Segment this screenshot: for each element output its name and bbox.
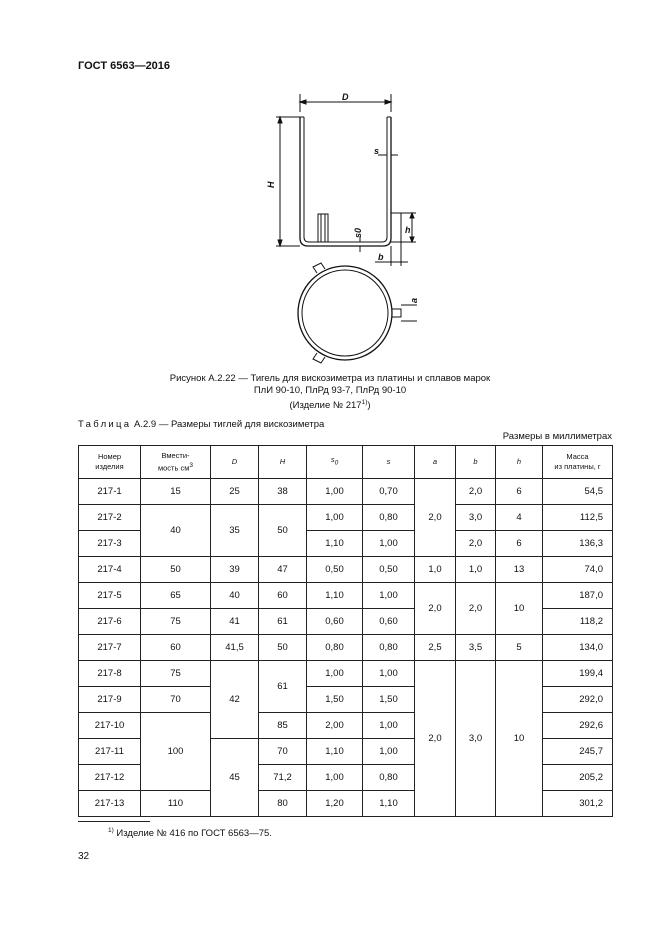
header-D: D xyxy=(211,446,259,479)
caption-line-1: Рисунок А.2.22 — Тигель для вискозиметра из платины и сплавов марок xyxy=(169,373,491,384)
cell-H: 80 xyxy=(259,791,307,817)
cell-mass: 134,0 xyxy=(543,635,613,661)
table-title xyxy=(78,419,324,430)
table-row xyxy=(79,505,613,531)
cell-s0: 1,50 xyxy=(307,687,363,713)
cell-number: 217-9 xyxy=(79,687,141,713)
label-H: H xyxy=(266,181,276,188)
cell-D: 40 xyxy=(211,583,259,609)
cell-H: 71,2 xyxy=(259,765,307,791)
header-b: b xyxy=(456,446,496,479)
cell-b: 2,0 xyxy=(456,583,496,635)
cell-D: 41,5 xyxy=(211,635,259,661)
cell-number: 217-12 xyxy=(79,765,141,791)
cell-h: 10 xyxy=(496,661,543,817)
cell-D: 25 xyxy=(211,479,259,505)
cell-mass: 187,0 xyxy=(543,583,613,609)
table-row xyxy=(79,583,613,609)
cell-s: 0,50 xyxy=(363,557,415,583)
cell-H: 50 xyxy=(259,635,307,661)
cell-D: 35 xyxy=(211,505,259,557)
cell-number: 217-5 xyxy=(79,583,141,609)
cell-h: 5 xyxy=(496,635,543,661)
cell-capacity: 75 xyxy=(141,609,211,635)
cell-s: 1,00 xyxy=(363,531,415,557)
cell-b: 1,0 xyxy=(456,557,496,583)
cell-capacity: 110 xyxy=(141,791,211,817)
cell-mass: 292,6 xyxy=(543,713,613,739)
cell-a: 2,0 xyxy=(415,583,456,635)
table-row xyxy=(79,661,613,687)
cell-mass: 292,0 xyxy=(543,687,613,713)
crucible-drawing xyxy=(255,88,435,370)
cell-a: 2,0 xyxy=(415,661,456,817)
cell-s: 0,70 xyxy=(363,479,415,505)
cell-h: 10 xyxy=(496,583,543,635)
caption-line-3-end: ) xyxy=(367,400,371,412)
cell-H: 85 xyxy=(259,713,307,739)
document-header: ГОСТ 6563—2016 xyxy=(78,60,171,72)
cell-h: 6 xyxy=(496,531,543,557)
label-s: s xyxy=(374,146,380,156)
cell-s0: 0,50 xyxy=(307,557,363,583)
cell-capacity: 40 xyxy=(141,505,211,557)
cell-H: 61 xyxy=(259,609,307,635)
cell-h: 13 xyxy=(496,557,543,583)
cell-s: 1,50 xyxy=(363,687,415,713)
cell-D: 39 xyxy=(211,557,259,583)
cell-mass: 54,5 xyxy=(543,479,613,505)
table-row xyxy=(79,479,613,505)
table-row xyxy=(79,635,613,661)
label-s0: s0 xyxy=(353,227,363,238)
cell-s: 0,80 xyxy=(363,635,415,661)
cell-number: 217-6 xyxy=(79,609,141,635)
cell-b: 3,0 xyxy=(456,505,496,531)
cell-number: 217-13 xyxy=(79,791,141,817)
cell-b: 2,0 xyxy=(456,479,496,505)
cell-s0: 1,00 xyxy=(307,505,363,531)
cell-mass: 136,3 xyxy=(543,531,613,557)
cell-s: 0,80 xyxy=(363,505,415,531)
cell-number: 217-8 xyxy=(79,661,141,687)
header-s0: $s_0$ xyxy=(307,446,363,479)
cell-H: 61 xyxy=(259,661,307,713)
cell-H: 50 xyxy=(259,505,307,557)
header-number: Номер изделия xyxy=(79,446,141,479)
cell-mass: 199,4 xyxy=(543,661,613,687)
cell-number: 217-3 xyxy=(79,531,141,557)
cell-b: 3,0 xyxy=(456,661,496,817)
cell-capacity: 15 xyxy=(141,479,211,505)
cell-s: 1,00 xyxy=(363,713,415,739)
cell-number: 217-1 xyxy=(79,479,141,505)
cell-H: 60 xyxy=(259,583,307,609)
cell-h: 4 xyxy=(496,505,543,531)
header-h: h xyxy=(496,446,543,479)
footnote-divider xyxy=(78,821,150,822)
cell-capacity: 65 xyxy=(141,583,211,609)
header-H: H xyxy=(259,446,307,479)
cell-s: 0,80 xyxy=(363,765,415,791)
cell-h: 6 xyxy=(496,479,543,505)
cell-s0: 1,10 xyxy=(307,583,363,609)
table-title-text: А.2.9 — Размеры тиглей для вискозиметра xyxy=(131,419,325,430)
label-D: D xyxy=(342,92,349,102)
cell-mass: 205,2 xyxy=(543,765,613,791)
cell-a: 1,0 xyxy=(415,557,456,583)
dimensions-table xyxy=(78,445,613,817)
label-h: h xyxy=(405,225,411,235)
table-title-label: Таблица xyxy=(78,419,132,430)
caption-line-3-text: (Изделие № 217 xyxy=(289,400,362,412)
cell-D: 45 xyxy=(211,739,259,817)
cell-number: 217-2 xyxy=(79,505,141,531)
cell-H: 47 xyxy=(259,557,307,583)
cell-s: 1,00 xyxy=(363,583,415,609)
cell-mass: 245,7 xyxy=(543,739,613,765)
caption-line-3 xyxy=(120,397,540,412)
cell-s0: 1,00 xyxy=(307,661,363,687)
cell-mass: 112,5 xyxy=(543,505,613,531)
footnote-text: Изделие № 416 по ГОСТ 6563—75. xyxy=(113,828,272,840)
cell-s0: 2,00 xyxy=(307,713,363,739)
label-b: b xyxy=(378,252,384,262)
cell-mass: 301,2 xyxy=(543,791,613,817)
header-capacity: Вмести- мость $см^3$ xyxy=(141,446,211,479)
cell-b: 2,0 xyxy=(456,531,496,557)
footnote xyxy=(108,827,272,839)
cell-D: 42 xyxy=(211,661,259,739)
cell-s0: 1,00 xyxy=(307,479,363,505)
cell-s0: 0,60 xyxy=(307,609,363,635)
cell-H: 70 xyxy=(259,739,307,765)
cell-capacity: 50 xyxy=(141,557,211,583)
cell-capacity: 60 xyxy=(141,635,211,661)
cell-s: 1,00 xyxy=(363,661,415,687)
caption-line-2: ПлИ 90-10, ПлРд 93-7, ПлРд 90-10 xyxy=(253,385,407,396)
cell-capacity: 100 xyxy=(141,713,211,791)
cell-H: 38 xyxy=(259,479,307,505)
cell-number: 217-10 xyxy=(79,713,141,739)
cell-s: 1,00 xyxy=(363,739,415,765)
cell-s: 0,60 xyxy=(363,609,415,635)
footnote-marker: 1) xyxy=(108,827,114,834)
cell-s0: 1,20 xyxy=(307,791,363,817)
units-note: Размеры в миллиметрах xyxy=(502,431,612,442)
cell-capacity: 75 xyxy=(141,661,211,687)
cell-mass: 118,2 xyxy=(543,609,613,635)
cell-b: 3,5 xyxy=(456,635,496,661)
cell-capacity: 70 xyxy=(141,687,211,713)
cell-s0: 0,80 xyxy=(307,635,363,661)
cell-a: 2,5 xyxy=(415,635,456,661)
header-s: s xyxy=(363,446,415,479)
cell-mass: 74,0 xyxy=(543,557,613,583)
page-number: 32 xyxy=(78,851,90,862)
figure-caption xyxy=(120,373,540,412)
cell-number: 217-7 xyxy=(79,635,141,661)
label-a: a xyxy=(409,297,419,303)
cell-s0: 1,00 xyxy=(307,765,363,791)
header-mass: Масса из платины, г xyxy=(543,446,613,479)
header-a: a xyxy=(415,446,456,479)
cell-s0: 1,10 xyxy=(307,531,363,557)
cell-a: 2,0 xyxy=(415,479,456,557)
cell-number: 217-11 xyxy=(79,739,141,765)
cell-s0: 1,10 xyxy=(307,739,363,765)
cell-number: 217-4 xyxy=(79,557,141,583)
caption-footnote-ref: 1) xyxy=(361,399,368,406)
table-row xyxy=(79,557,613,583)
table-header-row xyxy=(79,446,613,479)
cell-D: 41 xyxy=(211,609,259,635)
cell-s: 1,10 xyxy=(363,791,415,817)
